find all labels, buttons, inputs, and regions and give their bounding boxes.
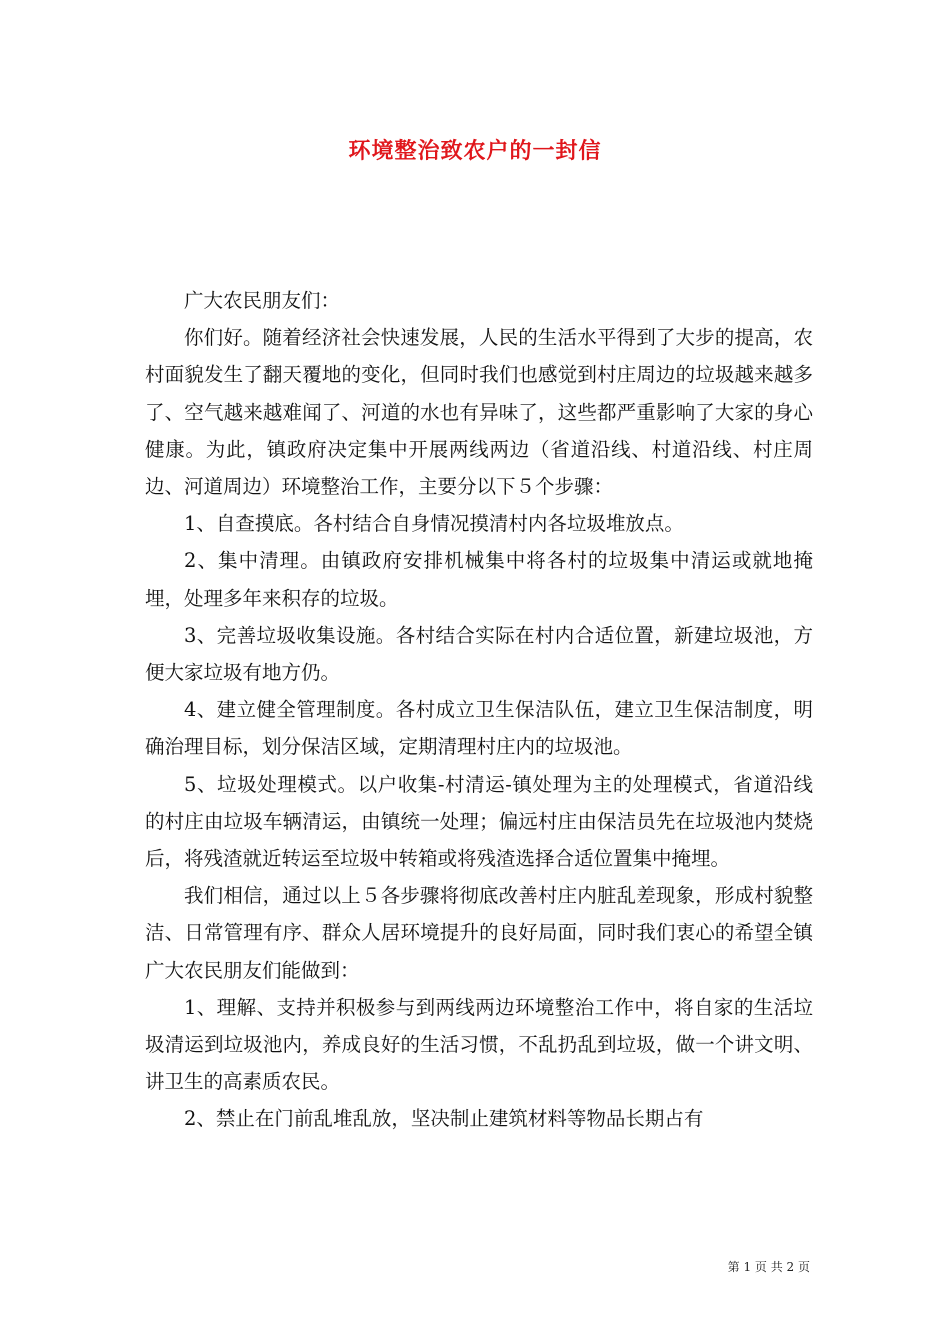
step-3: 3、完善垃圾收集设施。各村结合实际在村内合适位置，新建垃圾池，方便大家垃圾有地方仍。 (145, 623, 813, 685)
page-number: 第 1 页 共 2 页 (727, 1260, 810, 1274)
step-1: 1、自查摸底。各村结合自身情况摸清村内各垃圾堆放点。 (184, 512, 684, 536)
document-body (145, 282, 813, 1138)
paragraph-intro: 你们好。随着经济社会快速发展，人民的生活水平得到了大步的提高，农村面貌发生了翻天覆地的变化，但同时我们也感觉到村庄周边的垃圾越来越多了、空气越来越难闻了、河道的水也有异味了，这些都严重影响了大家的身心健康。为此，镇政府决定集中开展两线两边（省道沿线、村道沿线、村庄周边、河道周边）环境整治工作，主要分以下５个步骤： (145, 326, 813, 499)
salutation: 广大农民朋友们： (184, 289, 341, 312)
document-title: 环境整治致农户的一封信 (348, 138, 602, 164)
request-1: 1、理解、支持并积极参与到两线两边环境整治工作中，将自家的生活垃圾清运到垃圾池内，养成良好的生活习惯，不乱扔乱到垃圾，做一个讲文明、讲卫生的高素质农民。 (145, 995, 813, 1094)
request-2: 2、禁止在门前乱堆乱放，坚决制止建筑材料等物品长期占有 (184, 1107, 704, 1131)
paragraph-conclusion: 我们相信，通过以上５各步骤将彻底改善村庄内脏乱差现象，形成村貌整洁、日常管理有序、群众人居环境提升的良好局面，同时我们衷心的希望全镇广大农民朋友们能做到： (145, 884, 813, 982)
step-5: 5、垃圾处理模式。以户收集-村清运-镇处理为主的处理模式，省道沿线的村庄由垃圾车辆清运，由镇统一处理；偏远村庄由保洁员先在垃圾池内焚烧后，将残渣就近转运至垃圾中转箱或将残渣选择合适位置集中掩埋。 (145, 772, 813, 871)
step-2: 2、集中清理。由镇政府安排机械集中将各村的垃圾集中清运或就地掩埋，处理多年来积存的垃圾。 (145, 549, 813, 610)
step-4: 4、建立健全管理制度。各村成立卫生保洁队伍，建立卫生保洁制度，明确治理目标，划分保洁区域，定期清理村庄内的垃圾池。 (145, 698, 813, 759)
